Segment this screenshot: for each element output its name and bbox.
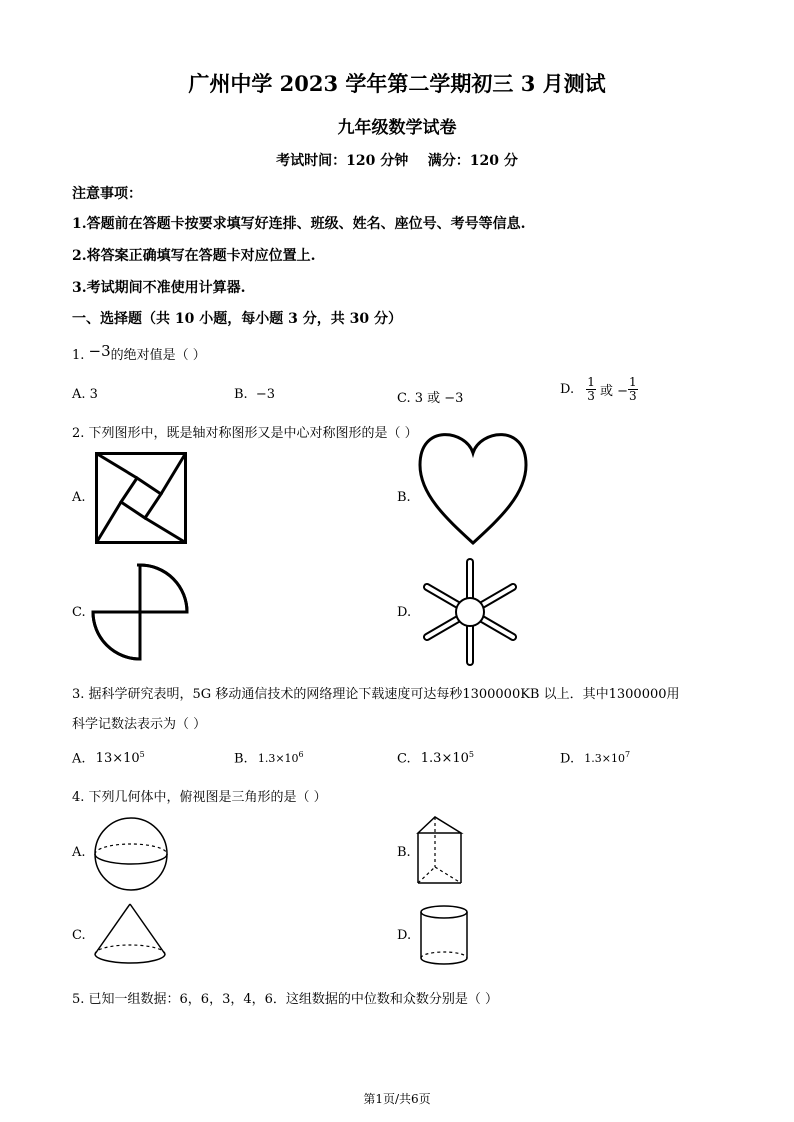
- sphere-figure: [92, 815, 170, 893]
- q2-label-b: B.: [397, 490, 411, 505]
- exam-title: 广州中学 2023 学年第二学期初三 3 月测试: [188, 71, 606, 96]
- q2-label-a: A.: [72, 490, 86, 505]
- section-heading: 一、选择题（共 10 小题，每小题 3 分，共 30 分）: [72, 311, 402, 327]
- option-mantissa: 1.3×10: [257, 752, 299, 766]
- q3-option-c: [397, 750, 474, 766]
- cylinder-figure: [418, 904, 470, 966]
- question-2: 2. 下列图形中，既是轴对称图形又是中心对称图形的是（ ）: [72, 426, 418, 441]
- notice-heading: 注意事项：: [72, 186, 142, 202]
- option-mantissa: 13×10: [95, 751, 140, 767]
- fraction-denominator: 3: [629, 389, 637, 403]
- pinwheel-square-figure: [95, 452, 187, 544]
- option-label: B.: [234, 387, 248, 402]
- option-value: −3: [255, 387, 275, 402]
- fraction-numerator: 1: [629, 375, 637, 389]
- option-mantissa: 1.3×10: [584, 752, 625, 766]
- question-4: 4. 下列几何体中，俯视图是三角形的是（ ）: [72, 790, 327, 805]
- question-3-line-2: 科学记数法表示为（ ）: [72, 717, 207, 732]
- q2-label-d: D.: [397, 605, 412, 620]
- exam-subtitle: 九年级数学试卷: [337, 118, 457, 138]
- q1-option-b: [234, 387, 275, 402]
- question-expression: −3: [88, 342, 111, 360]
- q3-option-d: [560, 750, 630, 766]
- fraction-one-third: [586, 376, 596, 403]
- question-1: [72, 344, 206, 363]
- q4-label-d: D.: [397, 928, 412, 943]
- pinwheel-figure: [90, 560, 190, 665]
- exam-info: 考试时间：120 分钟 满分：120 分: [276, 153, 518, 169]
- option-label: A.: [72, 751, 86, 767]
- page-number: 第1页/共6页: [363, 1092, 431, 1106]
- q1-option-d: [560, 376, 638, 403]
- cone-figure: [92, 902, 168, 966]
- question-number: 1.: [72, 348, 85, 363]
- option-label: B.: [234, 751, 248, 767]
- option-exponent: 5: [468, 750, 474, 759]
- q4-label-b: B.: [397, 845, 411, 860]
- option-exponent: 7: [624, 750, 631, 759]
- question-5: 5. 已知一组数据：6，6，3，4，6．这组数据的中位数和众数分别是（ ）: [72, 992, 499, 1007]
- notice-item-1: 1.答题前在答题卡按要求填写好连排、班级、姓名、座位号、考号等信息.: [72, 216, 526, 232]
- q2-label-c: C.: [72, 605, 86, 620]
- question-text: 的绝对值是（ ）: [110, 348, 206, 363]
- option-label: C.: [397, 751, 411, 767]
- notice-item-3: 3.考试期间不准使用计算器.: [72, 280, 246, 296]
- option-label: D.: [560, 751, 575, 767]
- option-label: D.: [560, 382, 575, 397]
- snowflake-figure: [418, 558, 522, 666]
- q1-option-c: C. 3 或 −3: [397, 391, 464, 406]
- q3-option-a: [72, 750, 145, 766]
- option-exponent: 5: [139, 750, 145, 759]
- q1-option-a: A. 3: [72, 387, 98, 402]
- question-3-line-1: 3. 据科学研究表明，5G 移动通信技术的网络理论下载速度可达每秒1300000KB 以上．其中1300000用: [72, 687, 680, 702]
- notice-item-2: 2.将答案正确填写在答题卡对应位置上.: [72, 248, 316, 264]
- option-or: 或 −: [600, 384, 629, 399]
- fraction-numerator: 1: [587, 375, 595, 389]
- option-mantissa: 1.3×10: [420, 751, 469, 767]
- option-exponent: 6: [298, 750, 304, 759]
- triangular-prism-figure: [415, 815, 465, 887]
- q4-label-c: C.: [72, 928, 86, 943]
- q4-label-a: A.: [72, 845, 86, 860]
- heart-figure: [418, 425, 528, 545]
- fraction-denominator: 3: [587, 389, 595, 403]
- fraction-one-third: [628, 376, 638, 403]
- q3-option-b: [234, 750, 304, 766]
